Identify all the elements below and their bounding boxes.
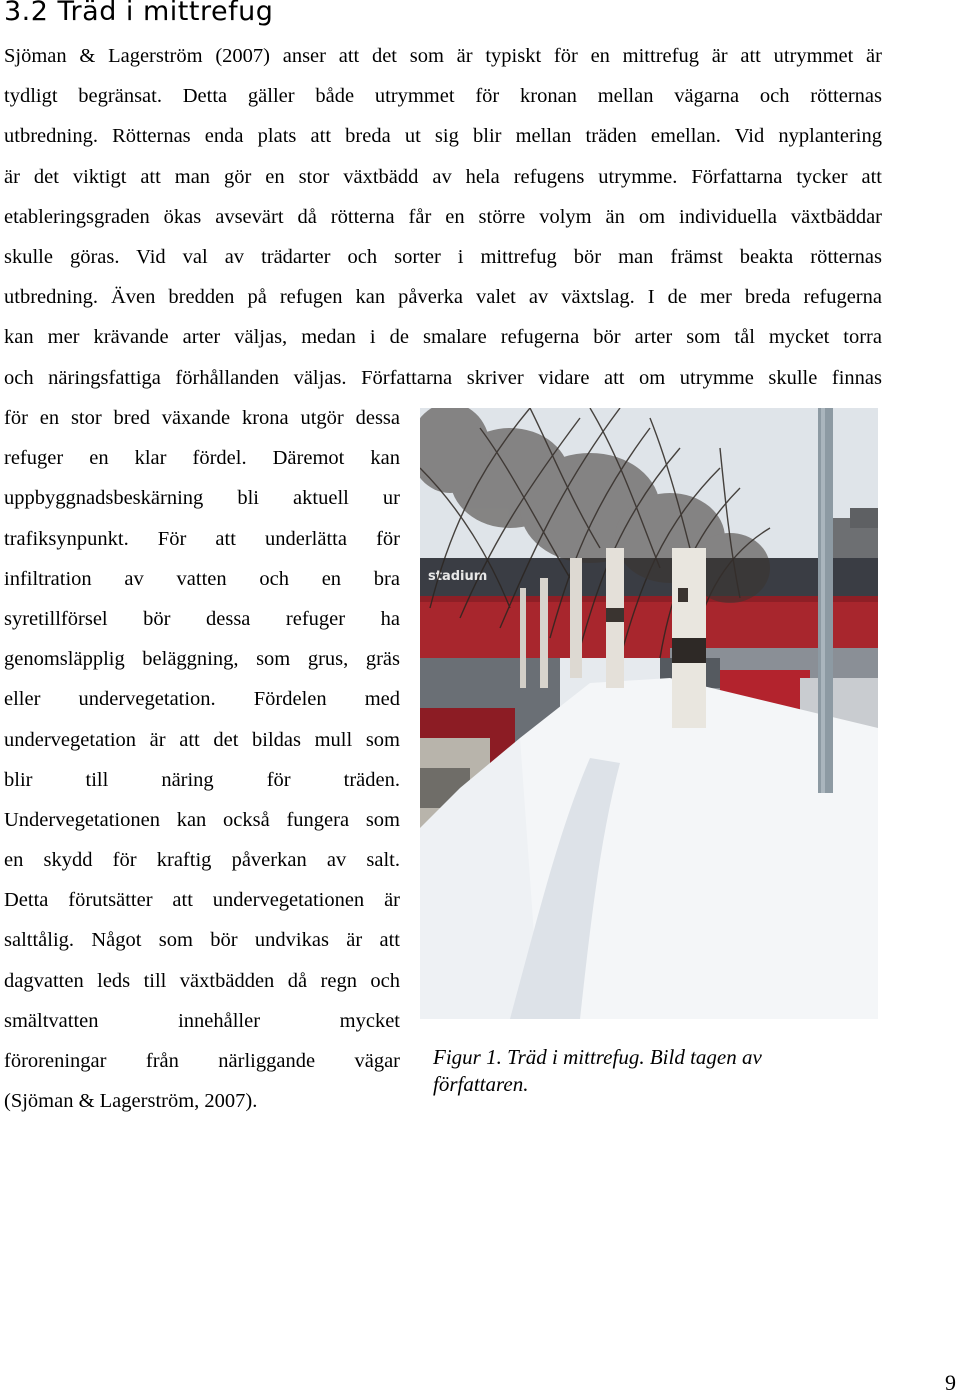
text-line: salttålig. Något som bör undvikas är att bbox=[4, 929, 400, 952]
photo-snowy-median-trees bbox=[420, 408, 878, 1019]
text-line: föroreningar från närliggande vägar bbox=[4, 1050, 400, 1072]
section-heading: 3.2 Träd i mittrefug bbox=[4, 0, 274, 27]
wrapped-paragraph bbox=[4, 403, 400, 1126]
text-line: eller undervegetation. Fördelen med bbox=[4, 688, 400, 711]
text-line: tydligt begränsat. Detta gäller både utrymmet för kronan mellan vägarna och rötternas bbox=[4, 85, 882, 108]
text-line: en skydd för kraftig påverkan av salt. bbox=[4, 849, 400, 872]
page-number: 9 bbox=[945, 1370, 956, 1395]
text-line: genomsläpplig beläggning, som grus, gräs bbox=[4, 648, 400, 671]
text-line: blir till näring för träden. bbox=[4, 768, 400, 791]
text-line: skulle göras. Vid val av trädarter och sorter i mittrefug bör man främst beakta rötternas bbox=[4, 245, 882, 268]
body-paragraph bbox=[4, 41, 882, 403]
figure-photo bbox=[420, 408, 878, 1019]
text-line: utbredning. Även bredden på refugen kan påverka valet av växtslag. I de mer breda refugerna bbox=[4, 286, 882, 309]
text-line: undervegetation är att det bildas mull som bbox=[4, 728, 400, 751]
text-line: och näringsfattiga förhållanden väljas. Författarna skriver vidare att om utrymme skulle finnas bbox=[4, 366, 882, 389]
store-sign: stadium bbox=[428, 569, 488, 584]
text-line: (Sjöman & Lagerström, 2007). bbox=[4, 1090, 258, 1113]
text-line: uppbyggnadsbeskärning bli aktuell ur bbox=[4, 487, 400, 510]
text-line: refuger en klar fördel. Däremot kan bbox=[4, 447, 400, 470]
text-line: för en stor bred växande krona utgör dessa bbox=[4, 407, 400, 429]
text-line: utbredning. Rötternas enda plats att breda ut sig blir mellan träden emellan. Vid nyplantering bbox=[4, 125, 882, 148]
text-line: infiltration av vatten och en bra bbox=[4, 567, 400, 590]
figure-caption: Figur 1. Träd i mittrefug. Bild tagen av författaren. bbox=[433, 1045, 762, 1096]
text-line: trafiksynpunkt. För att underlätta för bbox=[4, 527, 400, 550]
text-line: smältvatten innehåller mycket bbox=[4, 1009, 400, 1032]
text-line: syretillförsel bör dessa refuger ha bbox=[4, 607, 400, 630]
text-line: kan mer krävande arter väljas, medan i de smalare refugerna bör arter som tål mycket torra bbox=[4, 326, 882, 349]
text-line: dagvatten leds till växtbädden då regn och bbox=[4, 969, 400, 992]
text-line: Sjöman & Lagerström (2007) anser att det som är typiskt för en mittrefug är att utrymmet är bbox=[4, 45, 882, 67]
text-line: Detta förutsätter att undervegetationen är bbox=[4, 889, 400, 912]
text-line: är det viktigt att man gör en stor växtbädd av hela refugens utrymme. Författarna tycker att bbox=[4, 165, 882, 188]
text-line: etableringsgraden ökas avsevärt då rötterna får en större volym än om individuella växtbäddar bbox=[4, 205, 882, 228]
text-line: Undervegetationen kan också fungera som bbox=[4, 808, 400, 831]
